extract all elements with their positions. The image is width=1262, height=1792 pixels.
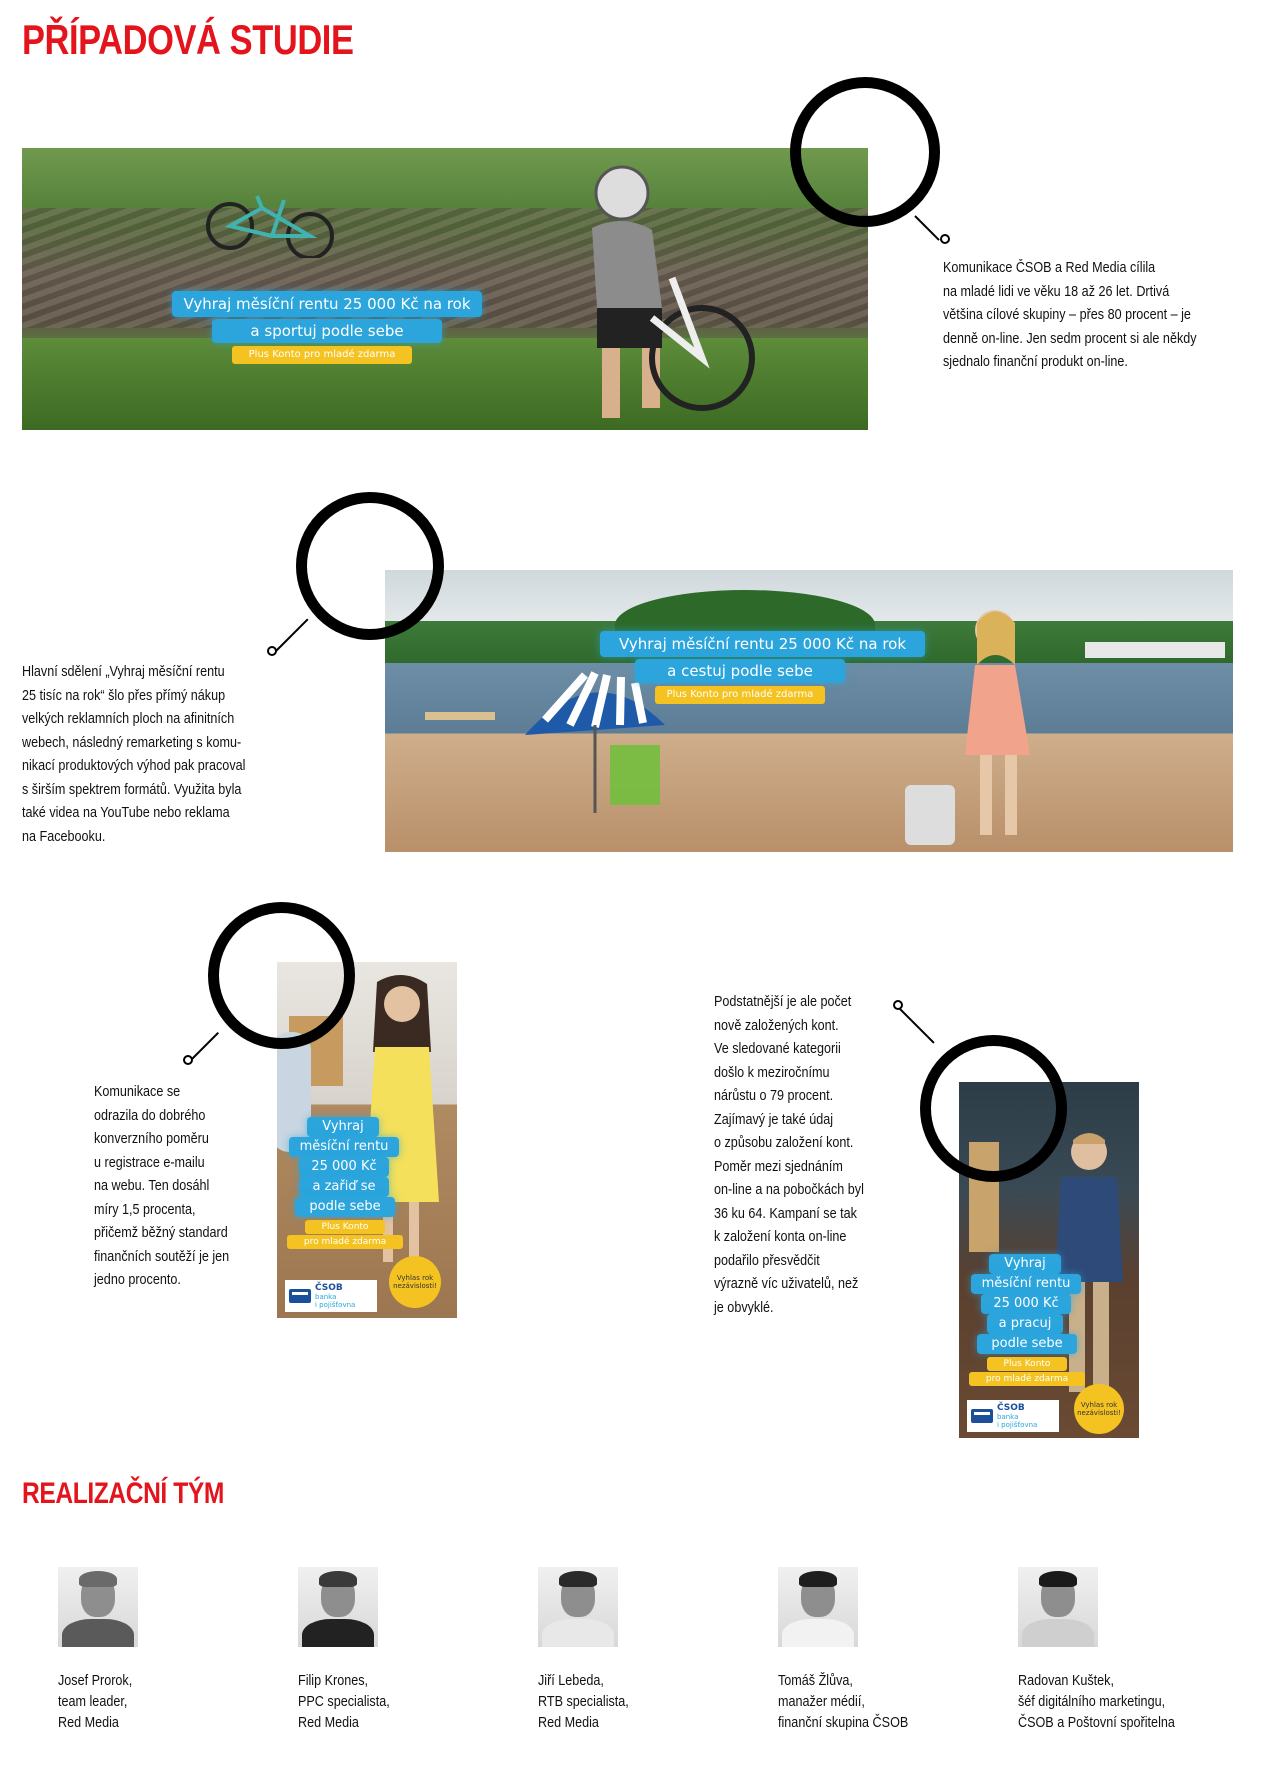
ad-product-line: pro mladé zdarma: [969, 1372, 1085, 1386]
pillow: [277, 1032, 311, 1152]
connector-line: [899, 1008, 934, 1043]
connector-line: [914, 215, 939, 240]
magnifier-ring: [790, 77, 940, 227]
page-title: PŘÍPADOVÁ STUDIE: [22, 16, 354, 63]
mountain-biker-illustration: [502, 158, 792, 430]
case-study-paragraph-1: Komunikace ČSOB a Red Media cílila na mladé lidi ve věku 18 až 26 let. Drtivá většina cílové skupiny – přes 80 procent – je denně on-line. Jen sedm procent si ale někdy sjednalo finanční produkt on-line.: [943, 259, 1197, 370]
team-member-3: [538, 1670, 629, 1733]
csob-logo: [285, 1280, 377, 1312]
ad-product-line: Plus Konto: [987, 1357, 1067, 1371]
beach-umbrella-illustration: [515, 665, 675, 815]
team-member-company: Red Media: [298, 1714, 359, 1731]
ad-headline: Vyhraj měsíční rentu 25 000 Kč na rok: [600, 631, 925, 657]
bicycle-illustration: [202, 178, 342, 258]
ad-subline: a cestuj podle sebe: [635, 659, 845, 683]
team-member-5: [1018, 1670, 1175, 1733]
ad-product-line: pro mladé zdarma: [287, 1235, 403, 1249]
case-study-paragraph-3: Komunikace se odrazila do dobrého konverzního poměru u registrace e-mailu na webu. Ten dosáhl míry 1,5 procenta, přičemž běžný standard finančních soutěží je jen jedno procento.: [94, 1083, 230, 1288]
team-member-company: ČSOB a Poštovní spořitelna: [1018, 1714, 1175, 1731]
connector-line: [275, 618, 308, 651]
ad-headline-line: 25 000 Kč: [299, 1157, 389, 1177]
case-study-paragraph-4: Podstatnější je ale počet nově založených kont. Ve sledované kategorii došlo k meziročnímu nárůstu o 79 procent. Zajímavý je také údaj o způsobu založení kont. Poměr mezi sjednáním on-line a na pobočkách byl 36 ku 64. Kampaní se tak k založení konta on-line podařilo přesvědčit výrazně víc uživatelů, než je obvyklé.: [714, 993, 864, 1316]
connector-dot: [940, 234, 950, 244]
independence-year-badge: Vyhlas rok nezávislosti!: [389, 1256, 441, 1308]
magnifier-ring: [208, 902, 355, 1049]
connector-line: [189, 1032, 219, 1062]
floating-dock: [425, 712, 495, 720]
team-member-photo: [298, 1567, 378, 1647]
csob-logo-mark-icon: [971, 1409, 993, 1423]
connector-dot: [267, 646, 277, 656]
magnifier-ring: [920, 1035, 1067, 1182]
ad-headline-line: Vyhraj: [307, 1117, 379, 1137]
magnifier-ring: [296, 492, 444, 640]
team-member-company: Red Media: [58, 1714, 119, 1731]
ad-product: Plus Konto pro mladé zdarma: [232, 346, 412, 364]
team-member-photo: [1018, 1567, 1098, 1647]
csob-logo-subtext: i pojišťovna: [997, 1421, 1038, 1429]
team-member-name: Tomáš Žlůva,: [778, 1672, 853, 1689]
case-study-paragraph-2: Hlavní sdělení „Vyhraj měsíční rentu 25 tisíc na rok“ šlo přes přímý nákup velkých reklamních ploch na afinitních webech, následný remarketing s komu- nikací produktových výhod pak pracoval s širším spektrem formátů. Využita byla také videa na YouTube nebo reklama na Facebooku.: [22, 663, 246, 845]
ad-headline-line: podle sebe: [977, 1334, 1077, 1354]
connector-dot: [893, 1000, 903, 1010]
ad-headline-line: měsíční rentu: [971, 1274, 1081, 1294]
ad-product-line: Plus Konto: [305, 1220, 385, 1234]
ad-headline-line: měsíční rentu: [289, 1137, 399, 1157]
team-member-name: Radovan Kuštek,: [1018, 1672, 1114, 1689]
team-member-company: finanční skupina ČSOB: [778, 1714, 909, 1731]
team-member-role: šéf digitálního marketingu,: [1018, 1693, 1166, 1710]
ad-headline-line: a zařiď se: [299, 1177, 389, 1197]
team-member-photo: [538, 1567, 618, 1647]
csob-logo-text: ČSOB: [315, 1283, 343, 1293]
bike-banner-ad[interactable]: [22, 148, 868, 430]
ad-headline-line: 25 000 Kč: [981, 1294, 1071, 1314]
team-member-role: team leader,: [58, 1693, 128, 1710]
team-member-photo: [778, 1567, 858, 1647]
ad-subline: a sportuj podle sebe: [212, 319, 442, 343]
team-member-name: Josef Prorok,: [58, 1672, 133, 1689]
ad-headline-line: Vyhraj: [989, 1254, 1061, 1274]
team-member-role: manažer médií,: [778, 1693, 865, 1710]
csob-logo-mark-icon: [289, 1289, 311, 1303]
csob-logo-text: ČSOB: [997, 1403, 1025, 1413]
team-member-name: Jiří Lebeda,: [538, 1672, 604, 1689]
csob-logo-subtext: banka: [315, 1293, 337, 1301]
csob-logo-subtext: i pojišťovna: [315, 1301, 356, 1309]
team-member-1: [58, 1670, 132, 1733]
ad-product: Plus Konto pro mladé zdarma: [655, 686, 825, 704]
team-member-role: PPC specialista,: [298, 1693, 390, 1710]
ad-headline-line: podle sebe: [295, 1197, 395, 1217]
team-member-company: Red Media: [538, 1714, 599, 1731]
team-heading: REALIZAČNÍ TÝM: [22, 1477, 224, 1510]
ad-headline-line: a pracuj: [987, 1314, 1063, 1334]
team-member-photo: [58, 1567, 138, 1647]
independence-year-badge: Vyhlas rok nezávislosti!: [1074, 1384, 1124, 1434]
beach-banner-ad[interactable]: [385, 570, 1233, 852]
csob-logo: [967, 1400, 1059, 1432]
team-member-name: Filip Krones,: [298, 1672, 369, 1689]
ad-headline: Vyhraj měsíční rentu 25 000 Kč na rok: [172, 291, 482, 317]
connector-dot: [183, 1055, 193, 1065]
team-member-role: RTB specialista,: [538, 1693, 629, 1710]
csob-logo-subtext: banka: [997, 1413, 1019, 1421]
team-member-2: [298, 1670, 390, 1733]
caravans: [1085, 642, 1225, 658]
team-member-4: [778, 1670, 908, 1733]
